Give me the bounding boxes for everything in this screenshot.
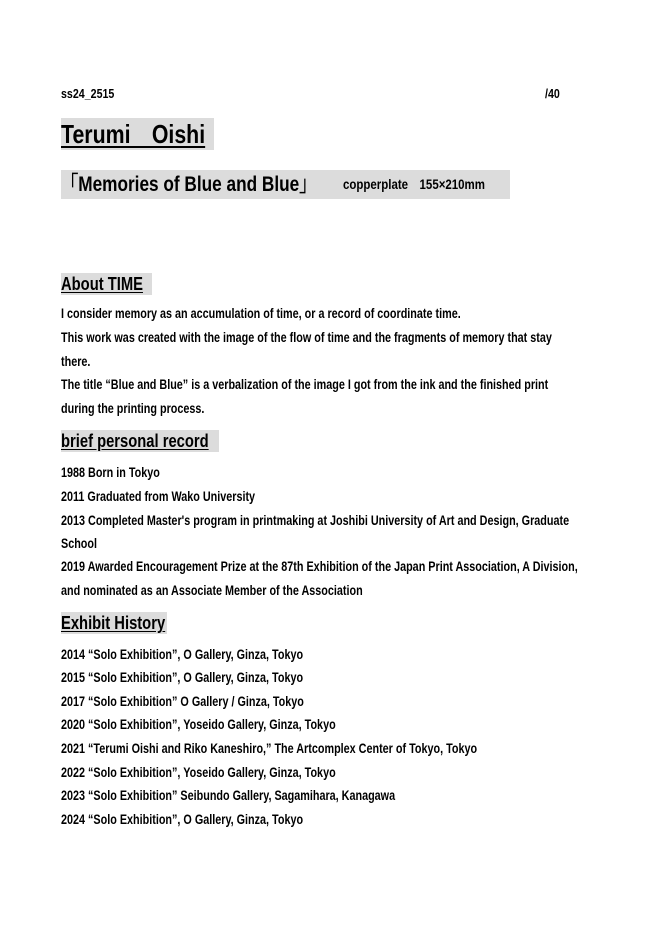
about-line	[61, 401, 240, 417]
exhibit-line	[61, 647, 364, 663]
record-line	[61, 513, 671, 529]
about-line-text: I consider memory as an accumulation of time, or a record of coordinate time.	[61, 306, 461, 321]
exhibit-line	[61, 717, 404, 733]
exhibit-line	[61, 670, 364, 686]
about-line-text: The title “Blue and Blue” is a verbalization of the image I got from the ink and the finished print	[61, 377, 549, 392]
record-heading-block	[61, 430, 219, 452]
record-line-text: 2019 Awarded Encouragement Prize at the 87th Exhibition of the Japan Print Association, A Division,	[61, 559, 578, 574]
edition-number-text: /40	[545, 86, 560, 101]
work-spec: copperplate 155×210mm	[343, 176, 485, 192]
catalog-code	[61, 86, 126, 101]
about-line	[61, 377, 670, 393]
exhibit-line	[61, 812, 364, 828]
exhibit-line-text: 2024 “Solo Exhibition”, O Gallery, Ginza, Tokyo	[61, 812, 304, 827]
edition-number	[545, 86, 563, 101]
exhibit-line-text: 2017 “Solo Exhibition” O Gallery / Ginza, Tokyo	[61, 694, 304, 709]
exhibit-line-text: 2021 “Terumi Oishi and Riko Kaneshiro,” The Artcomplex Center of Tokyo, Tokyo	[61, 741, 478, 756]
about-line-text: This work was created with the image of the flow of time and the fragments of memory that stay	[61, 330, 552, 345]
catalog-code-text: ss24_2515	[61, 86, 115, 101]
exhibit-line-text: 2014 “Solo Exhibition”, O Gallery, Ginza, Tokyo	[61, 647, 304, 662]
exhibit-line-text: 2023 “Solo Exhibition” Seibundo Gallery, Sagamihara, Kanagawa	[61, 788, 396, 803]
record-heading: brief personal record	[61, 431, 209, 451]
exhibits-heading-block	[61, 612, 167, 634]
record-line-text: and nominated as an Associate Member of the Association	[61, 583, 363, 598]
about-line	[61, 306, 561, 322]
record-line	[61, 489, 304, 505]
exhibits-heading: Exhibit History	[61, 613, 166, 633]
exhibit-line	[61, 765, 404, 781]
exhibit-line-text: 2022 “Solo Exhibition”, Yoseido Gallery, Ginza, Tokyo	[61, 765, 336, 780]
exhibit-line	[61, 788, 479, 804]
work-title-block	[61, 170, 510, 199]
record-line-text: 1988 Born in Tokyo	[61, 465, 160, 480]
work-title: 「Memories of Blue and Blue」	[61, 173, 317, 196]
record-line-text: 2011 Graduated from Wako University	[61, 489, 256, 504]
artist-name-block	[61, 118, 214, 150]
exhibit-line	[61, 741, 581, 757]
about-line-text: there.	[61, 354, 91, 369]
about-line	[61, 354, 98, 370]
record-line	[61, 559, 671, 575]
record-line-text: School	[61, 536, 98, 551]
about-line-text: during the printing process.	[61, 401, 205, 416]
about-line	[61, 330, 671, 346]
record-line-text: 2013 Completed Master's program in printmaking at Joshibi University of Art and Design, Graduate	[61, 513, 570, 528]
exhibit-line-text: 2015 “Solo Exhibition”, O Gallery, Ginza, Tokyo	[61, 670, 304, 685]
exhibit-line-text: 2020 “Solo Exhibition”, Yoseido Gallery, Ginza, Tokyo	[61, 717, 336, 732]
artist-name: Terumi Oishi	[61, 119, 206, 149]
record-line	[61, 536, 106, 552]
exhibit-line	[61, 694, 365, 710]
record-line	[61, 583, 438, 599]
record-line	[61, 465, 185, 481]
about-heading: About TIME	[61, 274, 143, 294]
about-heading-block	[61, 273, 152, 295]
